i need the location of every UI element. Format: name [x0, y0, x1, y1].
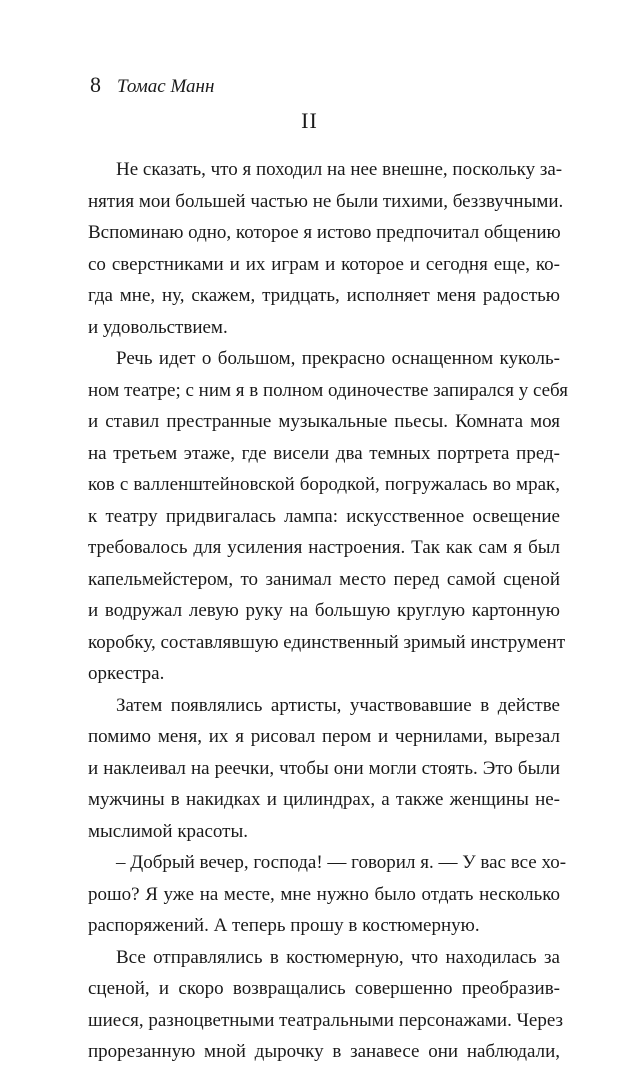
text-line: мыслимой красоты. — [88, 820, 248, 842]
text-line: – Добрый вечер, господа! — говорил я. — У вас все хо- — [116, 852, 567, 873]
running-title-author: Томас Манн — [117, 76, 215, 97]
text-line: Не сказать, что я походил на нее внешне, поскольку за- — [116, 159, 563, 180]
text-line: со сверстниками и их играм и которое и сегодня еще, ко- — [88, 253, 560, 275]
paragraph — [88, 942, 564, 1068]
text-line: рошо? Я уже на месте, мне нужно было отдать несколько — [88, 883, 560, 905]
text-line: Все отправлялись в костюмерную, что находилась за — [116, 946, 560, 968]
page-number: 8 — [90, 72, 101, 97]
text-line: мужчины в накидках и цилиндрах, а также женщины не- — [88, 789, 560, 810]
text-line: шиеся, разноцветными театральными персонажами. Через — [88, 1009, 564, 1031]
text-line: Речь идет о большом, прекрасно оснащенном куколь- — [116, 348, 560, 369]
text-line: ков с валленштейновской бородкой, погружалась во мрак, — [88, 474, 560, 495]
text-line: на третьем этаже, где висели два темных портрета пред- — [88, 442, 560, 464]
text-line: к театру придвигалась лампа: искусственное освещение — [88, 505, 560, 527]
text-line: и удовольствием. — [88, 316, 228, 338]
text-line: прорезанную мной дырочку в занавесе они наблюдали, — [88, 1041, 560, 1062]
paragraph — [88, 847, 567, 942]
paragraph — [88, 343, 568, 690]
body-text — [88, 154, 568, 1068]
text-line: и ставил престранные музыкальные пьесы. Комната моя — [88, 411, 560, 432]
chapter-heading: II — [301, 108, 318, 133]
text-line: нятия мои большей частью не были тихими, беззвучными. — [88, 190, 564, 212]
text-line: помимо меня, их я рисовал пером и чернилами, вырезал — [88, 726, 560, 747]
text-line: и наклеивал на реечки, чтобы они могли стоять. Это были — [88, 757, 560, 779]
text-line: капельмейстером, то занимал место перед самой сценой — [88, 568, 560, 590]
text-line: гда мне, ну, скажем, тридцать, исполняет меня радостью — [88, 285, 560, 306]
text-line: Вспоминаю одно, которое я истово предпочитал общению — [88, 222, 561, 243]
paragraph — [88, 690, 560, 848]
text-line: Затем появлялись артисты, участвовавшие в действе — [116, 694, 560, 716]
paragraph — [88, 154, 564, 343]
text-line: ном театре; с ним я в полном одиночестве запирался у себя — [88, 379, 568, 401]
text-line: распоряжений. А теперь прошу в костюмерную. — [88, 915, 480, 936]
text-line: коробку, составлявшую единственный зримый инструмент — [88, 631, 566, 653]
text-line: оркестра. — [88, 663, 165, 684]
text-line: сценой, и скоро возвращались совершенно преобразив- — [88, 978, 560, 999]
text-line: и водружал левую руку на большую круглую картонную — [88, 600, 560, 621]
running-head — [90, 72, 214, 98]
text-line: требовалось для усиления настроения. Так как сам я был — [88, 537, 560, 558]
